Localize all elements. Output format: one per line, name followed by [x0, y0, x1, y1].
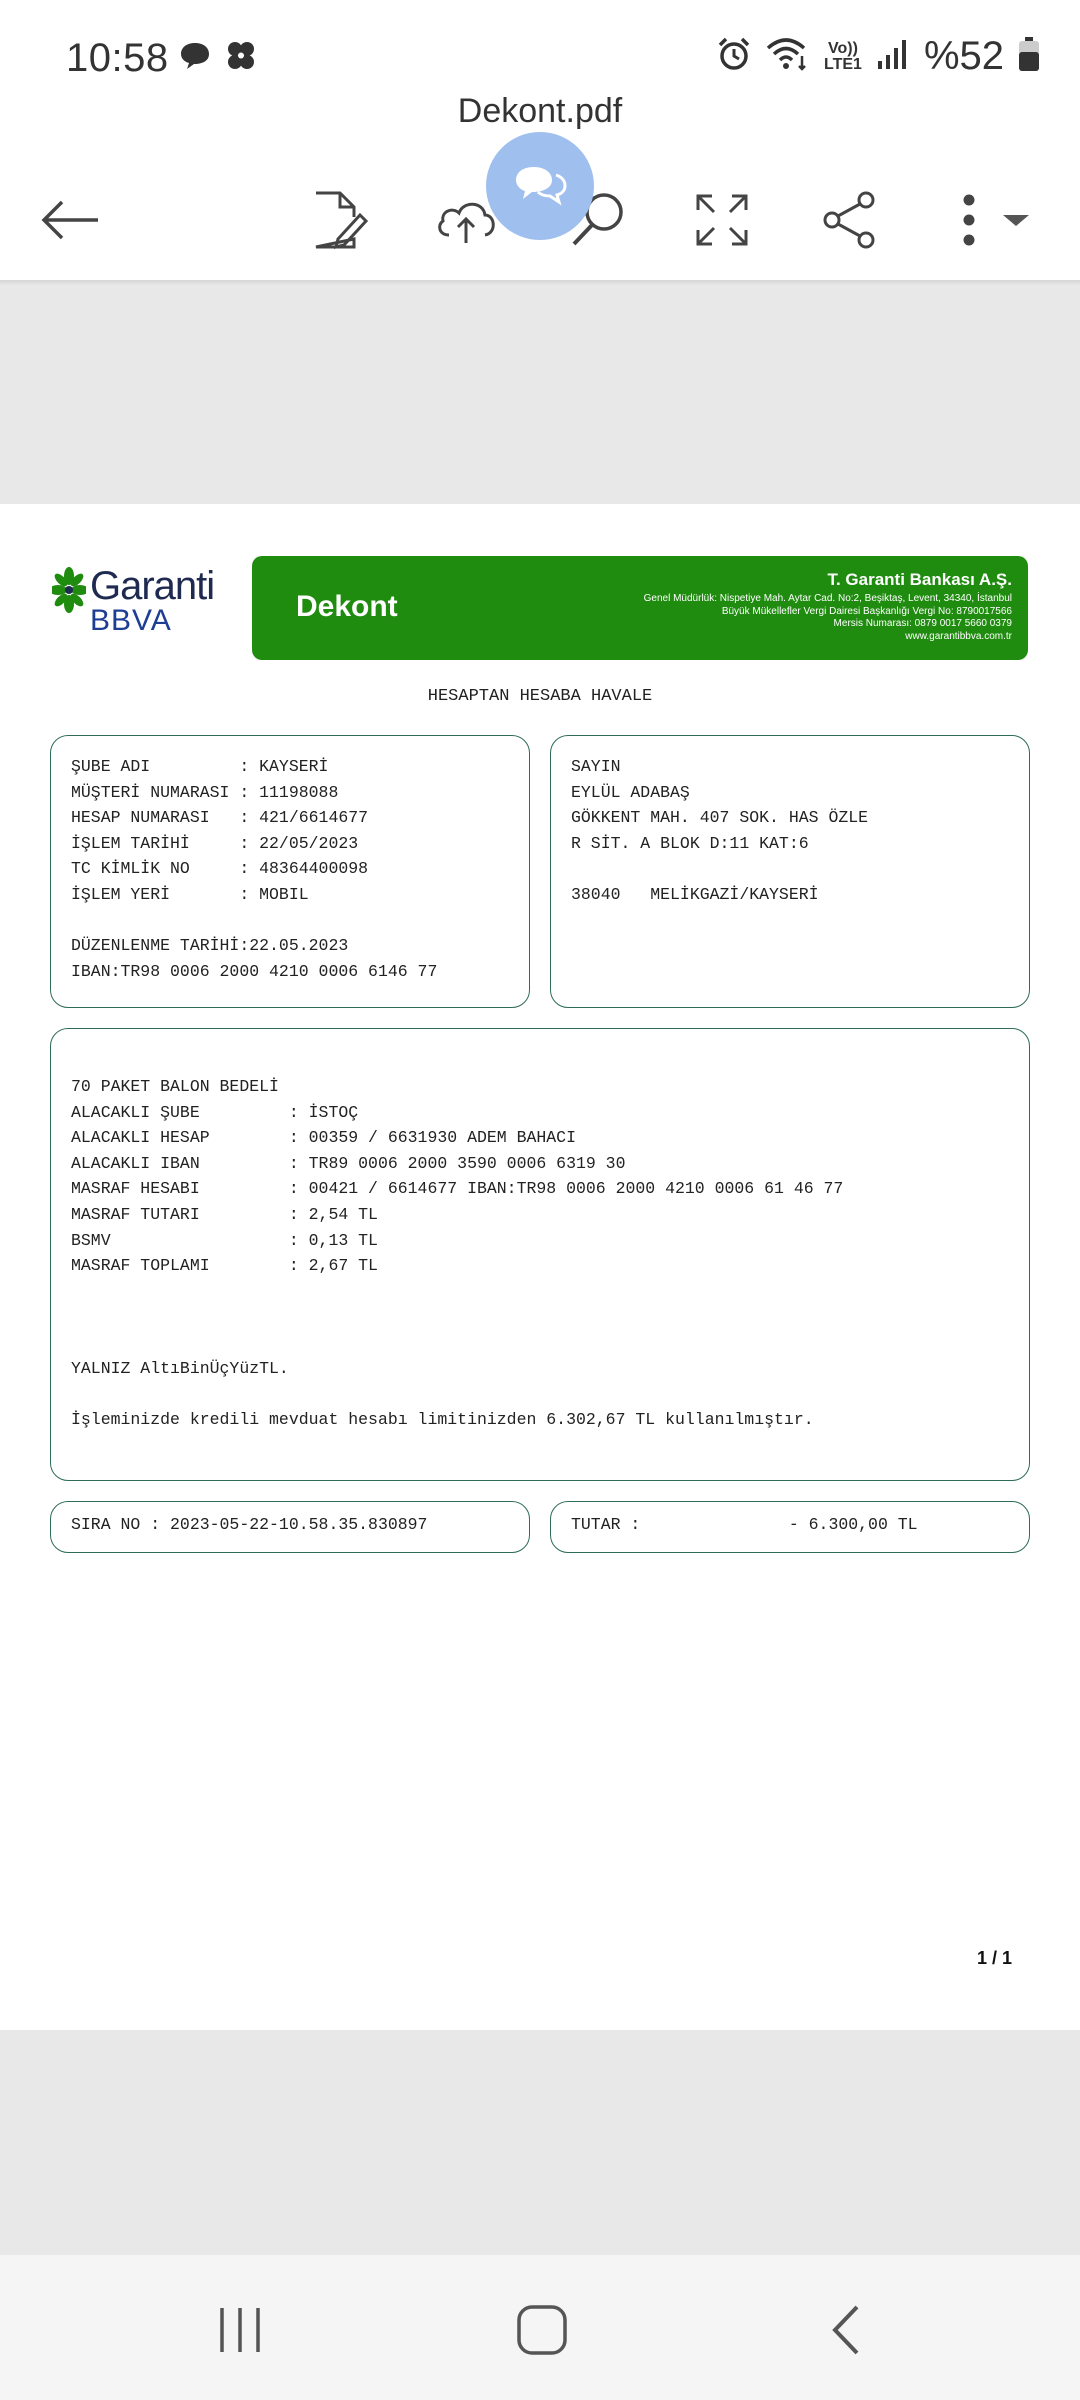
logo-name: Garanti [90, 564, 215, 608]
dropdown-triangle-icon [1001, 213, 1031, 227]
sequence-number: SIRA NO : 2023-05-22-10.58.35.830897 [71, 1515, 428, 1534]
share-button[interactable] [810, 180, 890, 260]
recents-icon [215, 2305, 265, 2355]
battery-percent: %52 [923, 34, 1004, 78]
navigation-bar [0, 2255, 1080, 2400]
viewer-background-bottom [0, 2030, 1080, 2255]
dekont-banner [252, 556, 1028, 660]
text-line [571, 856, 868, 882]
signal-icon [876, 37, 910, 76]
text-line: HESAP NUMARASI : 421/6614677 [71, 808, 369, 828]
back-arrow-icon [38, 198, 102, 242]
text-line: ALACAKLI ŞUBE : İSTOÇ [71, 1102, 359, 1122]
recents-button[interactable] [205, 2295, 275, 2365]
text-line [71, 908, 437, 934]
recipient-address-lines [571, 754, 868, 908]
banner-title: Dekont [296, 590, 398, 623]
chat-bubbles-icon [512, 163, 568, 209]
text-line: MASRAF TUTARI : 2,54 TL [71, 1204, 378, 1224]
alarm-icon [716, 36, 752, 77]
viewer-background-top [0, 280, 1080, 504]
text-line: SAYIN [571, 757, 621, 776]
volte-line1: Vo)) [828, 39, 858, 57]
edit-button[interactable] [300, 180, 380, 260]
account-info-lines [71, 754, 437, 984]
garanti-clover-icon [52, 566, 86, 614]
text-line: EYLÜL ADABAŞ [571, 782, 690, 802]
transfer-details-box [50, 1028, 1030, 1481]
amount: TUTAR : - 6.300,00 TL [571, 1515, 918, 1534]
wifi-icon [766, 36, 810, 77]
logo-sub: BBVA [90, 604, 172, 637]
status-time: 10:58 [66, 36, 169, 80]
text-line [71, 1330, 843, 1356]
battery-icon [1018, 36, 1040, 77]
text-line: MASRAF HESABI : 00421 / 6614677 IBAN:TR98 0006 2000 4210 0006 61 46 77 [71, 1179, 844, 1199]
amount-box [550, 1501, 1030, 1553]
pdf-page[interactable] [0, 504, 1080, 2030]
back-icon [825, 2303, 865, 2357]
floating-chat-bubble[interactable] [486, 132, 594, 240]
text-line: MÜŞTERİ NUMARASI : 11198088 [71, 782, 339, 802]
fullscreen-button[interactable] [682, 180, 762, 260]
text-line: 38040 MELİKGAZİ/KAYSERİ [571, 884, 819, 904]
sequence-number-box [50, 1501, 530, 1553]
more-options-button[interactable] [940, 180, 1050, 260]
volte-line2: LTE1 [824, 55, 862, 73]
text-line: GÖKKENT MAH. 407 SOK. HAS ÖZLE [571, 808, 869, 828]
status-bar [0, 0, 1080, 100]
more-vertical-icon [959, 192, 979, 248]
share-icon [820, 190, 880, 250]
banner-address-line: Genel Müdürlük: Nispetiye Mah. Aytar Cad. No:2, Beşiktaş, Levent, 34340, İstanbul [643, 593, 1012, 604]
document-title: Dekont.pdf [457, 92, 623, 130]
garanti-bbva-logo [52, 564, 215, 648]
home-icon [515, 2303, 569, 2357]
text-line: ŞUBE ADI : KAYSERİ [71, 757, 329, 776]
recipient-address-box [550, 735, 1030, 1008]
text-line [71, 1381, 843, 1407]
page-indicator: 1 / 1 [976, 1948, 1012, 1968]
text-line: IBAN:TR98 0006 2000 4210 0006 6146 77 [71, 961, 438, 981]
banner-website-line: www.garantibbva.com.tr [905, 630, 1012, 642]
back-button[interactable] [30, 180, 110, 260]
text-line: BSMV : 0,13 TL [71, 1230, 378, 1250]
text-line [71, 1279, 843, 1305]
banner-mersis-line: Mersis Numarası: 0879 0017 5660 0379 [833, 618, 1012, 629]
text-line: DÜZENLENME TARİHİ:22.05.2023 [71, 936, 349, 956]
account-info-box [50, 735, 530, 1008]
text-line [71, 1304, 843, 1330]
edit-document-icon [310, 189, 370, 251]
text-line: İşleminizde kredili mevduat hesabı limitinizden 6.302,67 TL kullanılmıştır. [71, 1409, 814, 1429]
text-line: TC KİMLİK NO : 48364400098 [71, 859, 369, 879]
text-line: ALACAKLI IBAN : TR89 0006 2000 3590 0006 6319 30 [71, 1153, 626, 1173]
volte-icon [824, 41, 862, 73]
text-line: İŞLEM TARİHİ : 22/05/2023 [71, 833, 359, 853]
transfer-details-lines [71, 1074, 843, 1432]
text-line: İŞLEM YERİ : MOBIL [71, 884, 309, 904]
text-line: ALACAKLI HESAP : 00359 / 6631930 ADEM BAHACI [71, 1128, 576, 1148]
nav-back-button[interactable] [810, 2295, 880, 2365]
banner-bank-name: T. Garanti Bankası A.Ş. [827, 570, 1012, 589]
pinwheel-icon [226, 40, 256, 77]
banner-tax-line: Büyük Mükellefler Vergi Dairesi Başkanlığı Vergi No: 8790017566 [721, 605, 1012, 617]
text-line: R SİT. A BLOK D:11 KAT:6 [571, 833, 809, 853]
fullscreen-icon [694, 192, 750, 248]
text-line: YALNIZ AltıBinÜçYüzTL. [71, 1358, 289, 1378]
toolbar-shadow [0, 280, 1080, 286]
text-line: 70 PAKET BALON BEDELİ [71, 1077, 279, 1096]
text-line: MASRAF TOPLAMI : 2,67 TL [71, 1256, 378, 1276]
home-button[interactable] [507, 2295, 577, 2365]
transaction-heading: HESAPTAN HESABA HAVALE [427, 687, 653, 706]
chat-bubble-icon [178, 40, 212, 77]
